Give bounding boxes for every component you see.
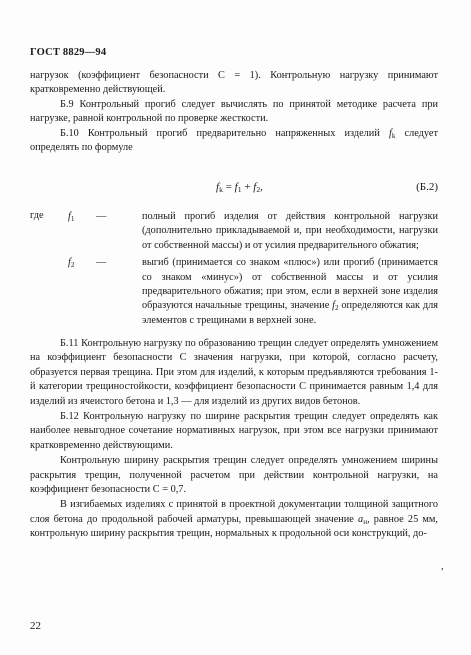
paragraph-b12: Б.12 Контрольную нагрузку по ширине раскрытия трещин следует определять как наиболее невыгодное сочетание нормативных нагрузок, при этом все нагрузки принимают кратковременно действующими. [30,411,438,451]
definition-dash: — [96,257,107,269]
definition-symbol: $f_1$ [68,211,75,223]
definition-f2 [62,256,438,328]
definition-dash: — [96,211,107,222]
paragraph-b10 [30,127,438,156]
definition-text: полный прогиб изделия от действия контрольной нагрузки (дополнительно прикладываемой и, при необходимости, нагрузки от собственной массы) и от усилия предварительного обжатия; [142,211,438,251]
page-number: 22 [30,620,41,632]
paragraph-bending: В изгибаемых изделиях с принятой в проектной документации толщиной защитного слоя бетона до продольной рабочей арматуры, превышающей значение $a_н$, равное 25 мм, контрольную ширину раскрытия трещин, нормальных к продольной оси конструкций, до- [30,499,438,540]
paragraph-continuation: нагрузок (коэффициент безопасности C = 1). Контрольную нагрузку принимают кратковременно действующей. [30,70,438,96]
formula-expression: $f_k = f_1 + f_2$, [216,181,263,194]
equation-number: (Б.2) [416,181,438,193]
paragraph-b10-text-end: следует определять по формуле [30,127,438,154]
symbol-subscript: k [391,131,396,140]
text-block-top [30,69,438,155]
text-block-bottom [30,337,438,542]
margin-mark: , [441,561,444,572]
formula-b2 [30,181,438,197]
paragraph-b10-text: Б.10 Контрольный прогиб предварительно напряженных изделий [60,127,389,139]
symbol-f: f [388,127,392,139]
where-label: где [30,210,44,221]
definition-text: выгиб (принимается со знаком «плюс») или прогиб (принимается со знаком «минус») от собственной массы и от усилия предварительного обжатия; при этом, если в верхней зоне изделия образуются начальные трещины, значение $f_2$ определяются как для элементов с трещинами в верхней зоне. [142,257,438,326]
document-header: ГОСТ 8829—94 [30,47,107,58]
paragraph-crack-width: Контрольную ширину раскрытия трещин следует определять умножением ширины раскрытия трещин, полученной расчетом при действии контрольной нагрузки, на коэффициент безопасности C = 0,7. [30,455,438,496]
definition-f1 [62,210,438,253]
paragraph-b9: Б.9 Контрольный прогиб следует вычислять по принятой методике расчета при нагрузке, равной контрольной по проверке жесткости. [30,98,438,125]
definition-list [62,210,438,328]
paragraph-b11: Б.11 Контрольную нагрузку по образованию трещин следует определять умножением на коэффициент безопасности C значения нагрузки, при которой, согласно расчету, образуется первая трещина. При этом для изделий, к которым предъявляются требования 1-й категории трещиностойкости, коэффициент безопасности C принимается равным 1,4 для изделий из ячеистого бетона и 1,3 — для изделий из других видов бетонов. [30,338,438,407]
definition-symbol: $f_2$ [68,257,75,270]
